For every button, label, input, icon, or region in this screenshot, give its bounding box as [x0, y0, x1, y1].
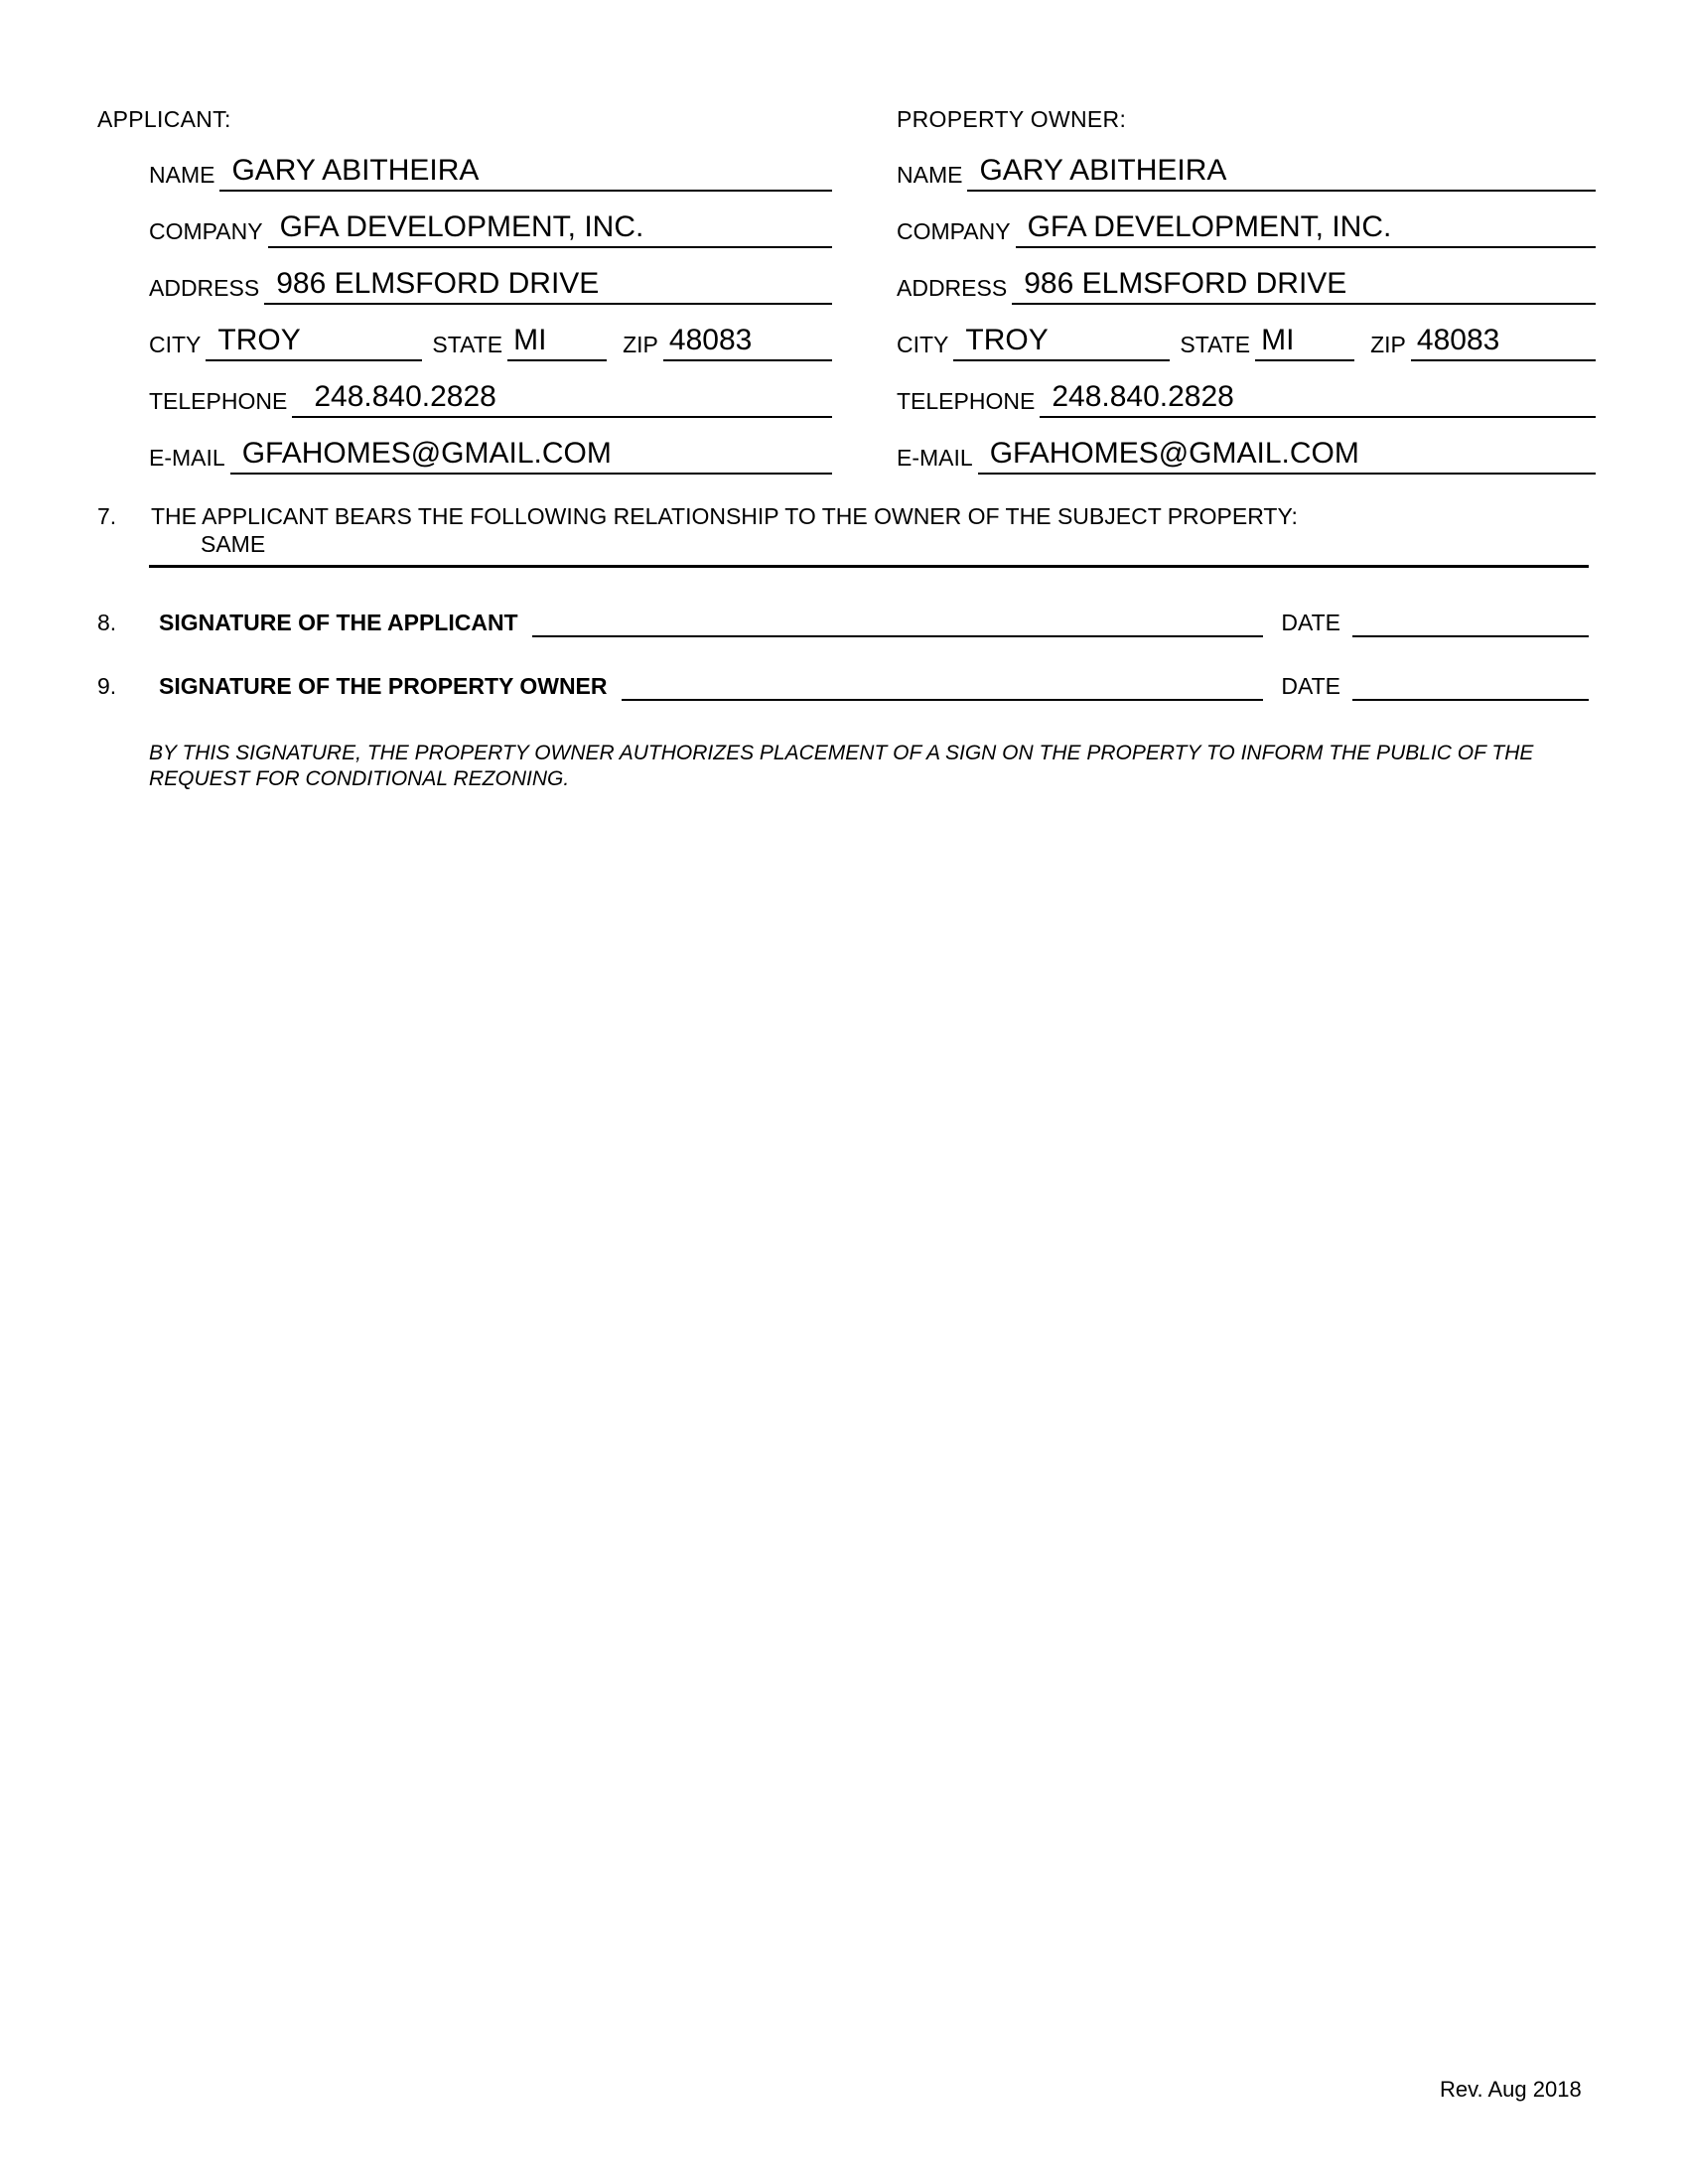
owner-name-label: NAME — [897, 162, 963, 188]
owner-email-row — [897, 418, 1596, 475]
owner-telephone-field — [1040, 378, 1596, 418]
owner-name-value: GARY ABITHEIRA — [979, 154, 1227, 187]
applicant-address-value: 986 ELMSFORD DRIVE — [276, 267, 600, 300]
item8-date-line — [1352, 606, 1589, 637]
owner-city-field — [953, 322, 1170, 361]
applicant-name-row — [97, 135, 832, 192]
item9-number: 9. — [97, 673, 117, 699]
item9-date-label: DATE — [1281, 673, 1340, 699]
property-owner-section — [897, 105, 1596, 475]
item9-date-line — [1352, 669, 1589, 701]
owner-city-value: TROY — [965, 324, 1049, 356]
applicant-address-label: ADDRESS — [149, 275, 260, 301]
owner-name-row — [897, 135, 1596, 192]
applicant-heading: APPLICANT: — [97, 106, 231, 132]
item8-applicant-signature-row — [97, 606, 1589, 637]
applicant-telephone-field — [292, 378, 832, 418]
applicant-company-label: COMPANY — [149, 218, 263, 244]
item9-signature-label: SIGNATURE OF THE PROPERTY OWNER — [159, 673, 608, 699]
revision-date: Rev. Aug 2018 — [1440, 2077, 1582, 2102]
item7-answer-line — [149, 565, 1589, 568]
applicant-email-value: GFAHOMES@GMAIL.COM — [241, 437, 612, 470]
owner-zip-label: ZIP — [1370, 332, 1406, 357]
property-owner-fields — [897, 135, 1596, 475]
item7-question — [97, 502, 1589, 530]
owner-state-value: MI — [1261, 324, 1295, 356]
applicant-address-field — [264, 265, 832, 305]
applicant-company-value: GFA DEVELOPMENT, INC. — [279, 210, 644, 243]
owner-zip-field — [1411, 322, 1596, 361]
applicant-city-value: TROY — [217, 324, 301, 356]
applicant-city-label: CITY — [149, 332, 202, 357]
applicant-email-row — [97, 418, 832, 475]
owner-telephone-label: TELEPHONE — [897, 388, 1036, 414]
applicant-state-field — [507, 322, 607, 361]
applicant-fields — [97, 135, 832, 475]
applicant-telephone-label: TELEPHONE — [149, 388, 288, 414]
applicant-name-value: GARY ABITHEIRA — [231, 154, 480, 187]
owner-company-field — [1016, 208, 1596, 248]
owner-company-value: GFA DEVELOPMENT, INC. — [1027, 210, 1392, 243]
item8-date-label: DATE — [1281, 610, 1340, 635]
owner-telephone-value: 248.840.2828 — [1052, 380, 1234, 413]
owner-address-row — [897, 248, 1596, 305]
item7-question-text: THE APPLICANT BEARS THE FOLLOWING RELATIONSHIP TO THE OWNER OF THE SUBJECT PROPERTY: — [151, 503, 1298, 529]
item8-number: 8. — [97, 610, 117, 635]
item8-signature-line — [532, 606, 1264, 637]
owner-zip-value: 48083 — [1416, 324, 1500, 356]
item9-owner-signature-row — [97, 669, 1589, 701]
applicant-name-label: NAME — [149, 162, 215, 188]
applicant-city-state-zip-row — [97, 305, 832, 361]
owner-email-value: GFAHOMES@GMAIL.COM — [989, 437, 1359, 470]
item8-signature-label: SIGNATURE OF THE APPLICANT — [159, 610, 518, 635]
item7-answer-value: SAME — [201, 531, 266, 557]
applicant-name-field — [219, 152, 832, 192]
owner-company-label: COMPANY — [897, 218, 1011, 244]
applicant-state-value: MI — [513, 324, 547, 356]
owner-city-label: CITY — [897, 332, 949, 357]
applicant-email-label: E-MAIL — [149, 445, 225, 471]
applicant-company-field — [268, 208, 832, 248]
applicant-zip-field — [663, 322, 832, 361]
owner-address-field — [1012, 265, 1596, 305]
sign-authorization-note: BY THIS SIGNATURE, THE PROPERTY OWNER AUTHORIZES PLACEMENT OF A SIGN ON THE PROPERTY TO INFORM THE PUBLIC OF THE REQUEST FOR CONDITIONAL REZONING. — [149, 742, 1534, 790]
owner-city-state-zip-row — [897, 305, 1596, 361]
owner-state-field — [1255, 322, 1354, 361]
applicant-state-label: STATE — [432, 332, 503, 357]
applicant-city-field — [206, 322, 422, 361]
owner-company-row — [897, 192, 1596, 248]
applicant-company-row — [97, 192, 832, 248]
owner-state-label: STATE — [1180, 332, 1251, 357]
owner-telephone-row — [897, 361, 1596, 418]
owner-address-label: ADDRESS — [897, 275, 1008, 301]
owner-email-label: E-MAIL — [897, 445, 973, 471]
applicant-telephone-value: 248.840.2828 — [314, 380, 496, 413]
applicant-section — [97, 105, 832, 475]
owner-address-value: 986 ELMSFORD DRIVE — [1024, 267, 1347, 300]
applicant-zip-label: ZIP — [623, 332, 658, 357]
item7-relationship — [97, 502, 1589, 568]
property-owner-heading: PROPERTY OWNER: — [897, 106, 1127, 132]
owner-name-field — [967, 152, 1596, 192]
applicant-email-field — [230, 435, 832, 475]
applicant-zip-value: 48083 — [668, 324, 753, 356]
item9-signature-line — [622, 669, 1264, 701]
item7-number: 7. — [97, 503, 117, 529]
owner-email-field — [978, 435, 1596, 475]
applicant-address-row — [97, 248, 832, 305]
applicant-telephone-row — [97, 361, 832, 418]
